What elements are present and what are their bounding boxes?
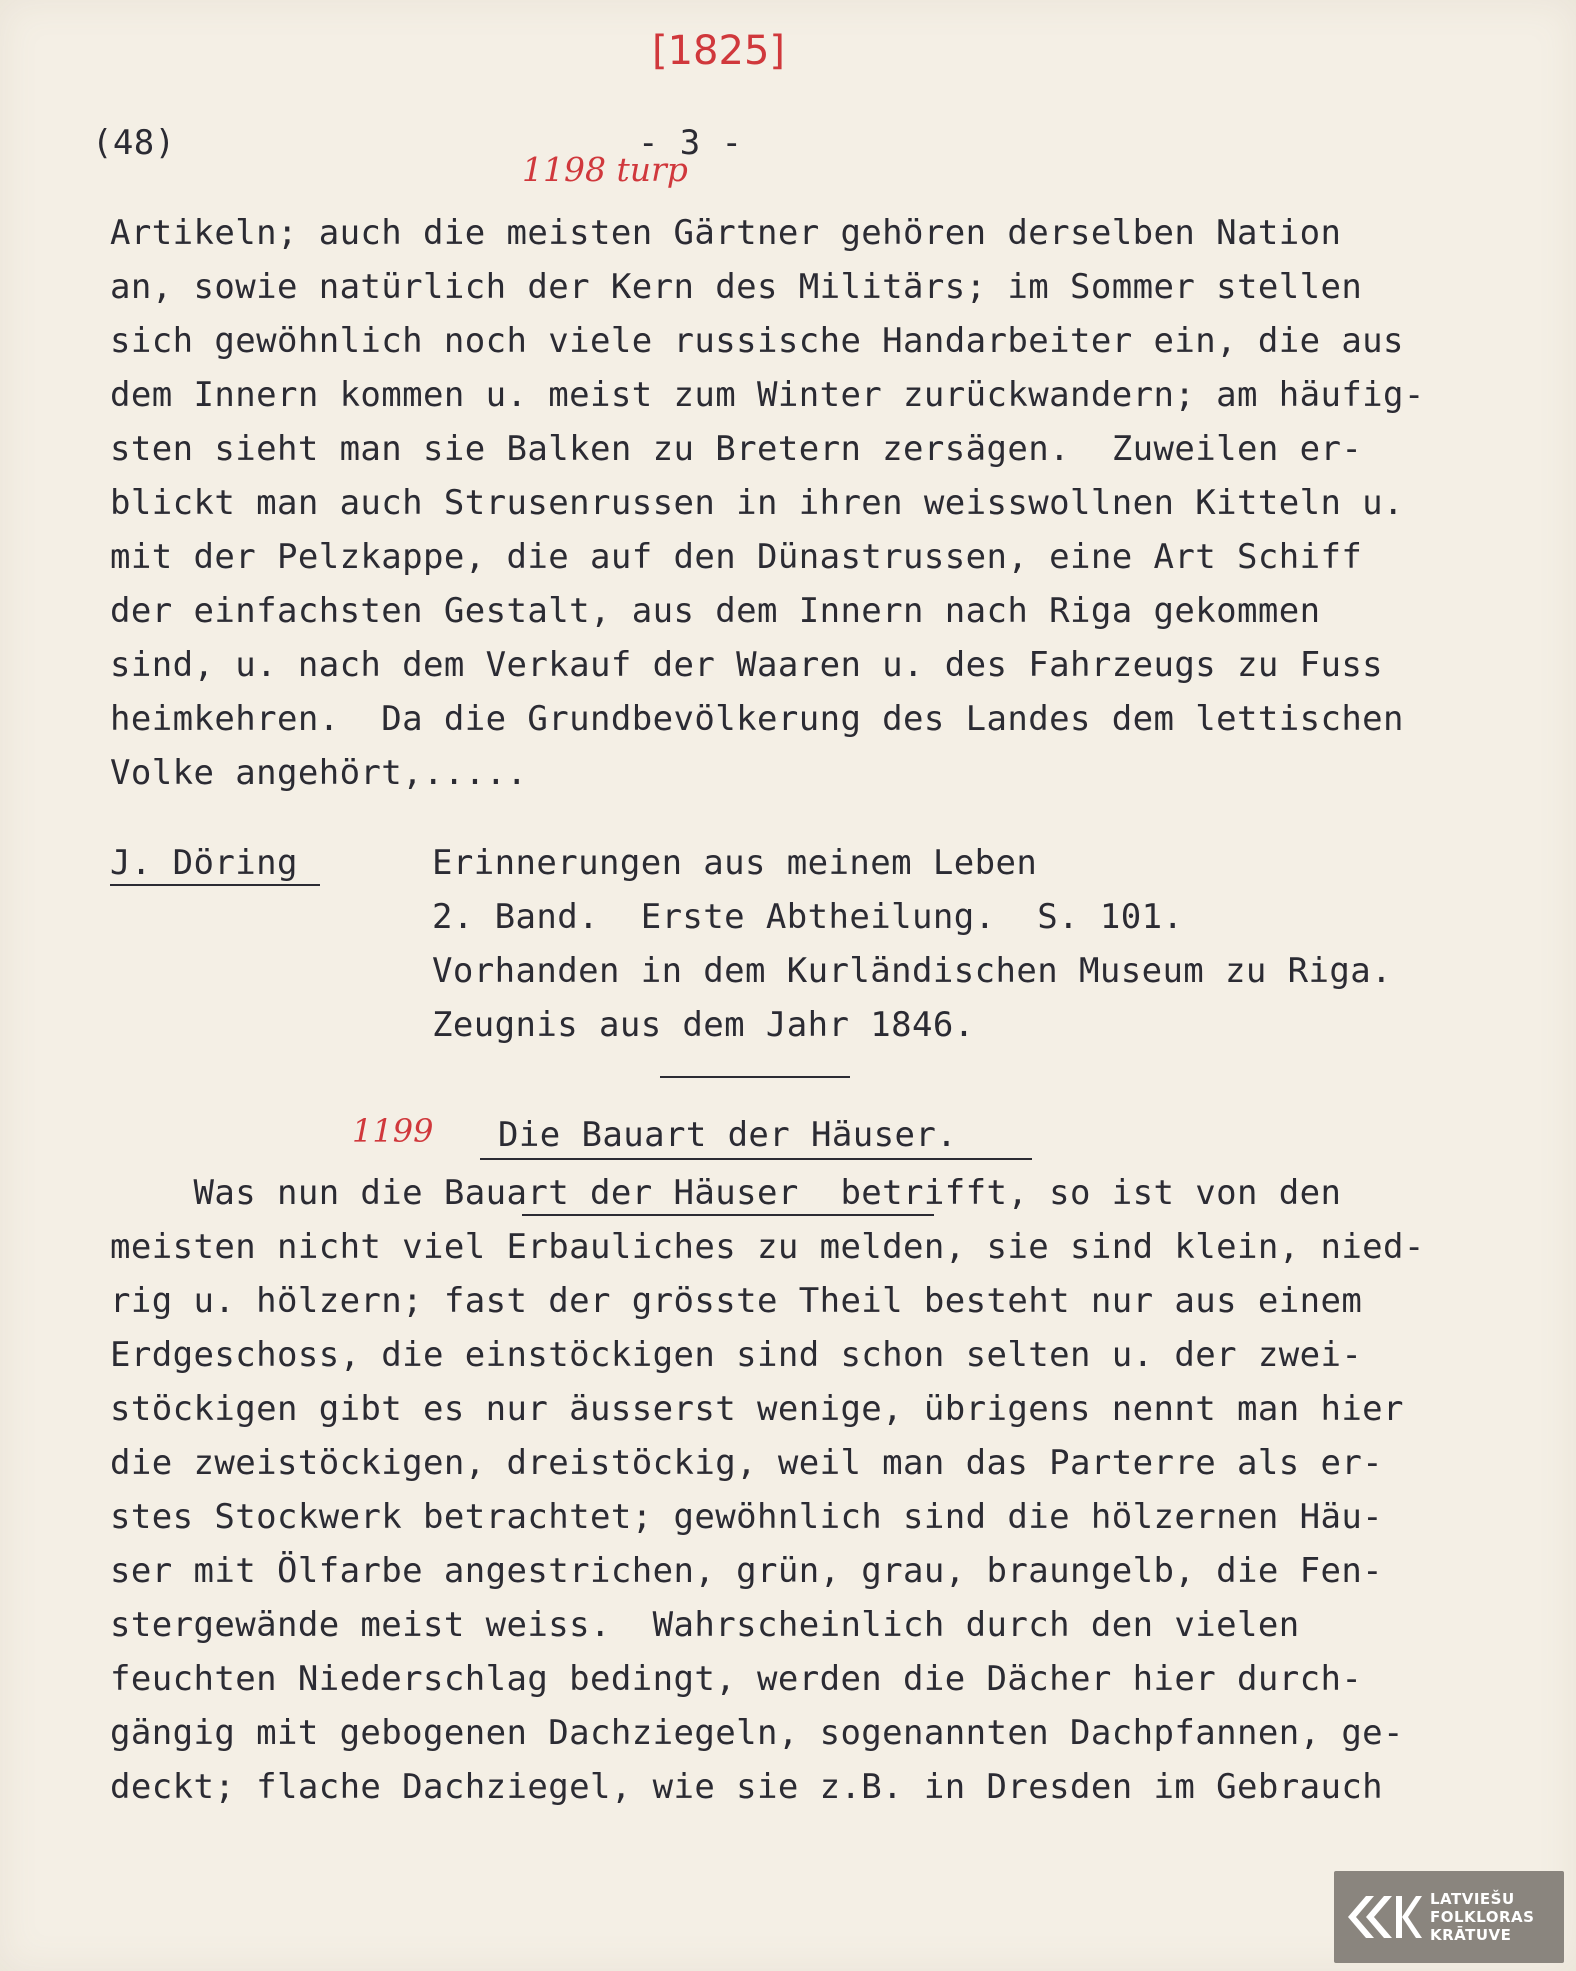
page-number-center: - 3 - xyxy=(638,123,743,163)
text-line: rig u. hölzern; fast der grösste Theil besteht nur aus einem xyxy=(110,1281,1363,1321)
handwritten-note-section: 1199 xyxy=(352,1112,434,1150)
text-line: der einfachsten Gestalt, aus dem Innern nach Riga gekommen xyxy=(110,591,1321,631)
citation-line: Vorhanden in dem Kurländischen Museum zu Riga. xyxy=(432,951,1393,991)
text-line: meisten nicht viel Erbauliches zu melden, sie sind klein, nied- xyxy=(110,1227,1425,1267)
citation-line: Zeugnis aus dem Jahr 1846. xyxy=(432,1005,975,1045)
text-line: sich gewöhnlich noch viele russische Handarbeiter ein, die aus xyxy=(110,321,1404,361)
page-number-left: (48) xyxy=(92,123,176,163)
text-line: feuchten Niederschlag bedingt, werden die Dächer hier durch- xyxy=(110,1659,1363,1699)
text-line: stergewände meist weiss. Wahrscheinlich durch den vielen xyxy=(110,1605,1300,1645)
text-line: die zweistöckigen, dreistöckig, weil man das Parterre als er- xyxy=(110,1443,1384,1483)
text-line: blickt man auch Strusenrussen in ihren weisswollnen Kitteln u. xyxy=(110,483,1404,523)
phrase-underline xyxy=(522,1214,934,1216)
section-title: Die Bauart der Häuser. xyxy=(498,1115,958,1155)
text-line: stes Stockwerk betrachtet; gewöhnlich sind die hölzernen Häu- xyxy=(110,1497,1384,1537)
separator-line xyxy=(660,1076,850,1078)
citation-author: J. Döring xyxy=(110,843,298,883)
logo-line: LATVIEŠU xyxy=(1430,1890,1515,1908)
logo-text xyxy=(1430,1890,1534,1944)
text-line: gängig mit gebogenen Dachziegeln, sogenannten Dachpfannen, ge- xyxy=(110,1713,1404,1753)
text-line: Artikeln; auch die meisten Gärtner gehören derselben Nation xyxy=(110,213,1342,253)
author-underline xyxy=(110,884,320,886)
text-line: Was nun die Bauart der Häuser betrifft, so ist von den xyxy=(110,1173,1342,1213)
text-line: an, sowie natürlich der Kern des Militärs; im Sommer stellen xyxy=(110,267,1363,307)
text-line: Volke angehört,..... xyxy=(110,753,528,793)
text-line: stöckigen gibt es nur äusserst wenige, übrigens nennt man hier xyxy=(110,1389,1404,1429)
citation-line: Erinnerungen aus meinem Leben xyxy=(432,843,1038,883)
text-line: sind, u. nach dem Verkauf der Waaren u. des Fahrzeugs zu Fuss xyxy=(110,645,1384,685)
text-line: dem Innern kommen u. meist zum Winter zurückwandern; am häufig- xyxy=(110,375,1425,415)
text-line: mit der Pelzkappe, die auf den Dünastrussen, eine Art Schiff xyxy=(110,537,1363,577)
handwritten-note-top: 1198 turp xyxy=(522,150,688,189)
logo-line: KRĀTUVE xyxy=(1430,1926,1512,1944)
text-line: heimkehren. Da die Grundbevölkerung des Landes dem lettischen xyxy=(110,699,1404,739)
archive-number: [1825] xyxy=(652,28,786,74)
text-line: ser mit Ölfarbe angestrichen, grün, grau, braungelb, die Fen- xyxy=(110,1551,1384,1591)
section-title-underline xyxy=(480,1158,1032,1160)
citation-line: 2. Band. Erste Abtheilung. S. 101. xyxy=(432,897,1184,937)
text-line: deckt; flache Dachziegel, wie sie z.B. in Dresden im Gebrauch xyxy=(110,1767,1384,1807)
text-line: sten sieht man sie Balken zu Bretern zersägen. Zuweilen er- xyxy=(110,429,1363,469)
logo-line: FOLKLORAS xyxy=(1430,1908,1535,1926)
lfk-logo-icon xyxy=(1344,1882,1422,1952)
text-line: Erdgeschoss, die einstöckigen sind schon selten u. der zwei- xyxy=(110,1335,1363,1375)
archive-logo xyxy=(1334,1871,1564,1963)
